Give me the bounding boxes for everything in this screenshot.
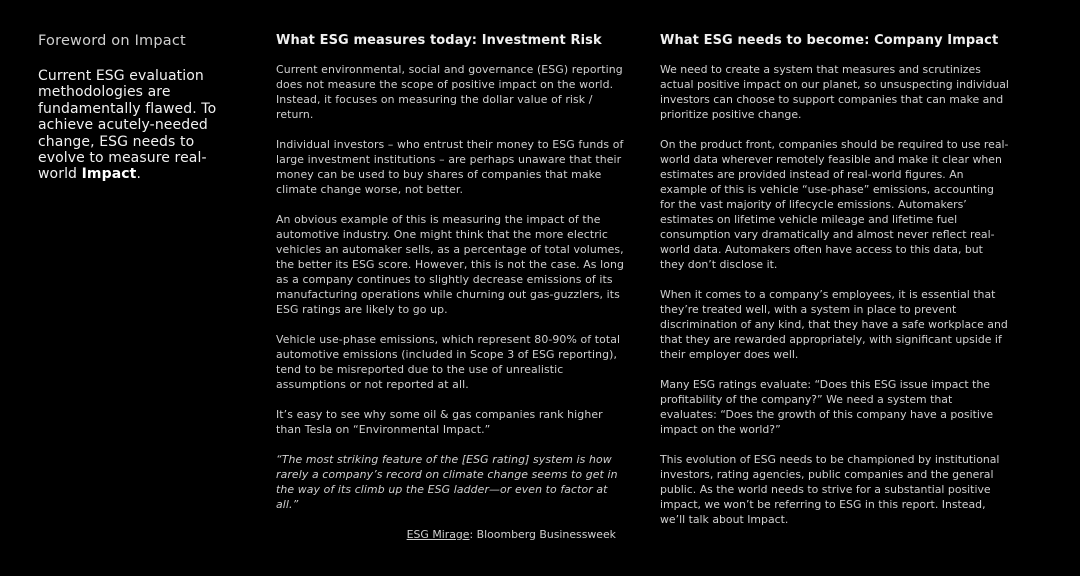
esg-mirage-link[interactable]: ESG Mirage bbox=[406, 528, 470, 541]
paragraph: Many ESG ratings evaluate: “Does this ESG issue impact the profitability of the company?” We need a system that evaluates: “Does the growth of this company have a positive impact on the world?” bbox=[660, 378, 994, 436]
paragraph: This evolution of ESG needs to be championed by institutional investors, rating agencies, public companies and the general public. As the world needs to strive for a substantial positive impact, we won’t be referring to ESG in this report. Instead, we’ll talk about Impact. bbox=[660, 453, 1000, 526]
paragraph: On the product front, companies should be required to use real-world data wherever remotely feasible and make it clear when estimates are provided instead of real-world figures. An example of this is vehicle “use-phase” emissions, accounting for the vast majority of lifecycle emissions. Automakers’ estimates on lifetime vehicle mileage and lifetime fuel consumption vary dramatically and almost never reflect real-world data. Automakers often have access to this data, but they don’t disclose it. bbox=[660, 138, 1009, 271]
intro-text: Current ESG evaluation methodologies are fundamentally flawed. To achieve acutely-needed change, ESG needs to evolve to measure real-world bbox=[38, 68, 217, 183]
investment-risk-column bbox=[276, 32, 626, 542]
quote-source bbox=[276, 527, 626, 542]
paragraph: An obvious example of this is measuring the impact of the automotive industry. One might think that the more electric vehicles an automaker sells, as a percentage of total volumes, the better its ESG score. However, this is not the case. As long as a company continues to slightly decrease emissions of its manufacturing operations while churning out gas-guzzlers, its ESG ratings are likely to go up. bbox=[276, 213, 625, 316]
intro-end: . bbox=[136, 166, 142, 183]
paragraph: Vehicle use-phase emissions, which represent 80-90% of total automotive emissions (included in Scope 3 of ESG reporting), tend to be misreported due to the use of unrealistic assumptions or not reported at all. bbox=[276, 333, 621, 391]
source-publication: : Bloomberg Businessweek bbox=[469, 528, 616, 541]
paragraph: Current environmental, social and governance (ESG) reporting does not measure the scope of positive impact on the world. Instead, it focuses on measuring the dollar value of risk / return. bbox=[276, 63, 623, 121]
company-impact-title: What ESG needs to become: Company Impact bbox=[660, 33, 999, 48]
paragraph: It’s easy to see why some oil & gas companies rank higher than Tesla on “Environmental Impact.” bbox=[276, 408, 603, 436]
intro-emphasis: Impact bbox=[81, 166, 137, 183]
company-impact-paragraphs bbox=[660, 62, 1010, 527]
investment-risk-title: What ESG measures today: Investment Risk bbox=[276, 33, 602, 48]
foreword-title: Foreword on Impact bbox=[38, 33, 186, 49]
bloomberg-quote: “The most striking feature of the [ESG rating] system is how rarely a company’s record on climate change seems to get in the way of its climb up the ESG ladder—or even to factor at all.” bbox=[276, 453, 618, 511]
investment-risk-paragraphs bbox=[276, 62, 626, 542]
foreword-intro bbox=[38, 68, 238, 183]
foreword-column bbox=[38, 32, 238, 183]
company-impact-column bbox=[660, 32, 1010, 542]
paragraph: We need to create a system that measures and scrutinizes actual positive impact on our planet, so unsuspecting individual investors can choose to support companies that can make and prioritize positive change. bbox=[660, 63, 1009, 121]
paragraph: Individual investors – who entrust their money to ESG funds of large investment institutions – are perhaps unaware that their money can be used to buy shares of companies that make climate change worse, not better. bbox=[276, 138, 624, 196]
paragraph: When it comes to a company’s employees, it is essential that they’re treated well, with a system in place to prevent discrimination of any kind, that they have a safe workplace and that they are rewarded appropriately, with significant upside if their employer does well. bbox=[660, 288, 1008, 361]
